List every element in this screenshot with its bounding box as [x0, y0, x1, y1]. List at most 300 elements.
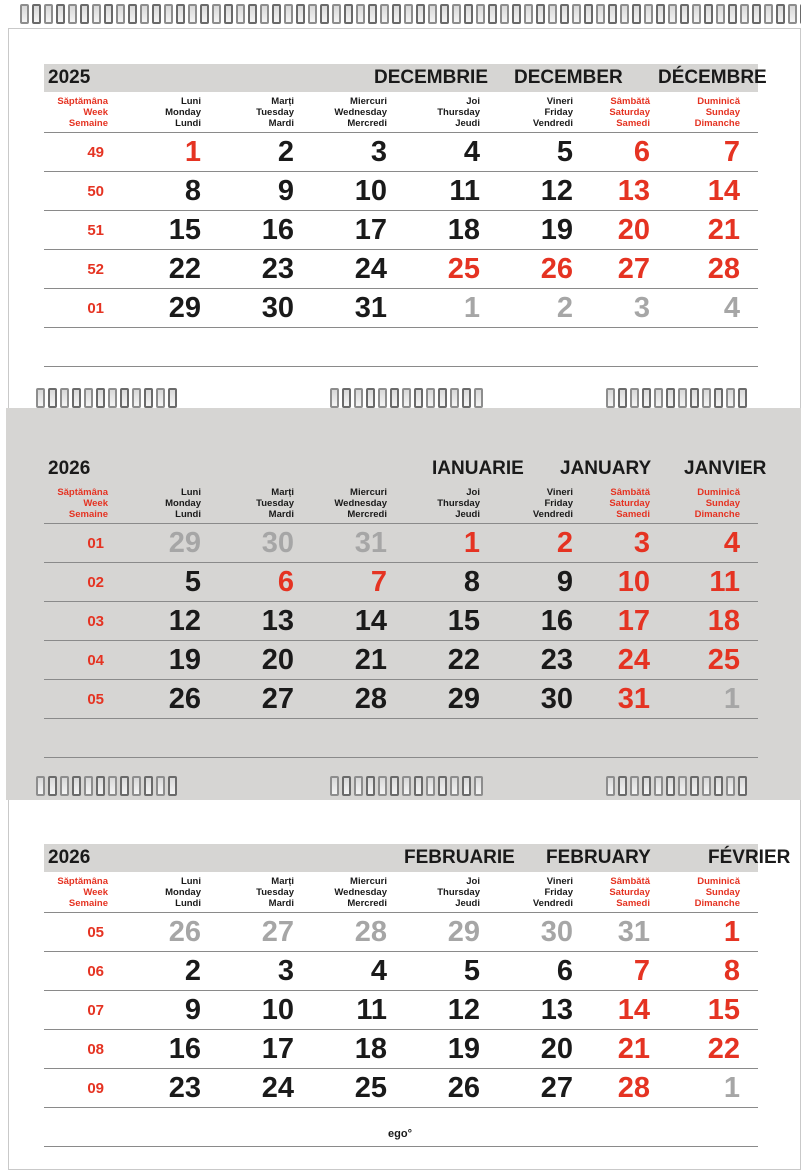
weekday-label: Samedi	[616, 508, 650, 520]
day-cell: 27	[261, 682, 294, 715]
day-cell: 9	[184, 993, 201, 1026]
day-cell: 9	[277, 174, 294, 207]
spiral-coil	[176, 4, 185, 24]
month-name-ro: DECEMBRIE	[374, 67, 489, 88]
weekday-label: Duminică	[697, 95, 740, 107]
spiral-coil	[702, 776, 711, 796]
spiral-coil	[402, 388, 411, 408]
spiral-coil	[524, 4, 533, 24]
spiral-coil	[690, 388, 699, 408]
month-name-en: DECEMBER	[514, 67, 623, 88]
day-cell: 30	[261, 291, 294, 324]
day-cell: 13	[261, 604, 294, 637]
week-row	[44, 210, 758, 249]
spiral-coil	[726, 388, 735, 408]
spiral-coil	[512, 4, 521, 24]
spiral-coil	[404, 4, 413, 24]
weekday-label: Wednesday	[334, 106, 387, 118]
weekday-label: Luni	[180, 875, 201, 887]
day-cell: 1	[463, 291, 480, 324]
spiral-coil	[414, 388, 423, 408]
weekday-header	[294, 876, 387, 909]
day-cell: 27	[261, 915, 294, 948]
day-cell: 29	[447, 682, 480, 715]
weekday-header	[108, 96, 201, 129]
spiral-coil	[212, 4, 221, 24]
weekday-label: Vineri	[546, 486, 573, 498]
day-cell: 6	[556, 954, 573, 987]
spiral-coil	[548, 4, 557, 24]
day-cell: 3	[370, 135, 387, 168]
spiral-coil	[680, 4, 689, 24]
weekday-label: Miercuri	[350, 875, 387, 887]
month-header	[44, 844, 791, 872]
day-cell: 3	[633, 526, 650, 559]
spiral-coil	[632, 4, 641, 24]
day-cell: 11	[356, 993, 387, 1026]
spiral-coil	[342, 776, 351, 796]
week-number: 04	[87, 651, 104, 669]
day-cell: 13	[617, 174, 650, 207]
day-cell: 10	[261, 993, 294, 1026]
spiral-coil	[36, 776, 45, 796]
weekday-label: Thursday	[437, 497, 480, 509]
week-row	[44, 679, 758, 718]
weekday-header	[201, 96, 294, 129]
spiral-coil	[164, 4, 173, 24]
spiral-coil	[440, 4, 449, 24]
day-cell: 1	[723, 915, 740, 948]
weekday-label: Marți	[271, 875, 294, 887]
day-cell: 22	[707, 1032, 740, 1065]
spiral-coil	[716, 4, 725, 24]
day-cell: 28	[617, 1071, 650, 1104]
month-name-en: FEBRUARY	[546, 847, 651, 868]
weekday-label: Saturday	[609, 497, 650, 509]
spiral-coil	[366, 776, 375, 796]
weekday-header	[650, 96, 740, 129]
spiral-coil	[224, 4, 233, 24]
spiral-coil	[618, 776, 627, 796]
weekday-label: Jeudi	[455, 897, 480, 909]
spiral-coil	[452, 4, 461, 24]
day-cell: 4	[723, 526, 740, 559]
spiral-coil	[56, 4, 65, 24]
weekday-label: Mardi	[268, 508, 294, 520]
spiral-coil	[596, 4, 605, 24]
day-cell: 1	[184, 135, 201, 168]
spiral-binding-right	[606, 388, 747, 410]
day-cell: 20	[261, 643, 294, 676]
spiral-coil	[618, 388, 627, 408]
notes-line	[44, 1146, 758, 1147]
spiral-coil	[378, 388, 387, 408]
spiral-coil	[438, 388, 447, 408]
spiral-coil	[654, 776, 663, 796]
spiral-coil	[48, 388, 57, 408]
day-cell: 27	[617, 252, 650, 285]
spiral-coil	[692, 4, 701, 24]
spiral-coil	[132, 776, 141, 796]
day-cell: 30	[540, 682, 573, 715]
weekday-header	[480, 96, 573, 129]
weekday-label: Monday	[165, 106, 201, 118]
weekday-label: Vineri	[546, 95, 573, 107]
day-cell: 4	[723, 291, 740, 324]
spiral-binding-middle	[330, 776, 483, 798]
spiral-coil	[128, 4, 137, 24]
day-cell: 18	[447, 213, 480, 246]
weekday-label: Friday	[544, 886, 573, 898]
spiral-coil	[108, 388, 117, 408]
spiral-coil	[116, 4, 125, 24]
day-cell: 14	[617, 993, 650, 1026]
day-cell: 22	[168, 252, 201, 285]
weekday-label: Sunday	[705, 106, 740, 118]
day-cell: 23	[540, 643, 573, 676]
day-cell: 26	[168, 682, 201, 715]
day-cell: 10	[617, 565, 650, 598]
day-cell: 11	[709, 565, 740, 598]
weekday-header	[201, 487, 294, 520]
weekday-label: Luni	[180, 95, 201, 107]
day-cell: 20	[617, 213, 650, 246]
spiral-coil	[476, 4, 485, 24]
day-cell: 18	[707, 604, 740, 637]
spiral-coil	[726, 776, 735, 796]
weekday-label: Saturday	[609, 886, 650, 898]
spiral-coil	[390, 776, 399, 796]
weekday-label: Joi	[466, 875, 480, 887]
weekday-header	[573, 96, 650, 129]
week-number: 49	[87, 143, 104, 161]
spiral-coil	[392, 4, 401, 24]
week-row	[44, 562, 758, 601]
week-label: Săptămâna	[57, 486, 108, 498]
spiral-coil	[342, 388, 351, 408]
spiral-coil	[260, 4, 269, 24]
day-cell: 7	[370, 565, 387, 598]
weekday-label: Wednesday	[334, 886, 387, 898]
week-number: 09	[87, 1079, 104, 1097]
spiral-coil	[96, 388, 105, 408]
week-label: Week	[83, 497, 108, 509]
spiral-coil	[426, 388, 435, 408]
spiral-coil	[36, 388, 45, 408]
weekday-header	[650, 487, 740, 520]
day-cell: 28	[354, 915, 387, 948]
notes-line	[44, 718, 758, 757]
weekday-label: Mardi	[268, 897, 294, 909]
weekday-header	[480, 487, 573, 520]
spiral-coil	[72, 388, 81, 408]
spiral-coil	[608, 4, 617, 24]
spiral-coil	[666, 776, 675, 796]
week-number: 07	[87, 1001, 104, 1019]
week-label: Săptămâna	[57, 95, 108, 107]
weekday-label: Dimanche	[694, 117, 740, 129]
spiral-coil	[284, 4, 293, 24]
day-cell: 7	[633, 954, 650, 987]
week-label: Semaine	[68, 117, 108, 129]
weekday-label: Mercredi	[347, 897, 387, 909]
day-cell: 10	[354, 174, 387, 207]
month-header	[44, 455, 767, 483]
weekday-header	[387, 876, 480, 909]
spiral-coil	[704, 4, 713, 24]
spiral-binding-left	[36, 776, 177, 798]
day-cell: 26	[168, 915, 201, 948]
spiral-coil	[402, 776, 411, 796]
spiral-coil	[200, 4, 209, 24]
day-cell: 30	[261, 526, 294, 559]
weekday-label: Duminică	[697, 875, 740, 887]
spiral-coil	[132, 388, 141, 408]
week-column-header	[44, 96, 108, 129]
spiral-coil	[654, 388, 663, 408]
spiral-coil	[714, 388, 723, 408]
day-cell: 24	[617, 643, 650, 676]
spiral-coil	[584, 4, 593, 24]
weekday-label: Saturday	[609, 106, 650, 118]
spiral-coil	[120, 388, 129, 408]
month-name-ro: FEBRUARIE	[404, 847, 515, 868]
spiral-coil	[474, 776, 483, 796]
day-cell: 25	[354, 1071, 387, 1104]
spiral-coil	[776, 4, 785, 24]
spiral-coil	[500, 4, 509, 24]
weekday-label: Joi	[466, 486, 480, 498]
spiral-coil	[380, 4, 389, 24]
spiral-coil	[168, 776, 177, 796]
spiral-coil	[788, 4, 797, 24]
week-number: 05	[87, 690, 104, 708]
day-cell: 19	[540, 213, 573, 246]
spiral-coil	[120, 776, 129, 796]
spiral-coil	[60, 388, 69, 408]
weekday-header-row	[44, 483, 758, 523]
month-name-en: JANUARY	[560, 458, 652, 479]
spiral-coil	[678, 388, 687, 408]
spiral-coil	[438, 776, 447, 796]
week-row	[44, 640, 758, 679]
spiral-coil	[414, 776, 423, 796]
day-cell: 15	[447, 604, 480, 637]
weekday-label: Luni	[180, 486, 201, 498]
week-row	[44, 171, 758, 210]
spiral-coil	[464, 4, 473, 24]
spiral-coil	[354, 388, 363, 408]
day-cell: 1	[723, 1071, 740, 1104]
weekday-label: Dimanche	[694, 897, 740, 909]
weekday-label: Miercuri	[350, 486, 387, 498]
spiral-coil	[156, 776, 165, 796]
weekday-header	[573, 876, 650, 909]
spiral-coil	[332, 4, 341, 24]
spiral-coil	[690, 776, 699, 796]
day-cell: 16	[168, 1032, 201, 1065]
spiral-coil	[104, 4, 113, 24]
spiral-coil	[366, 388, 375, 408]
notes-line	[44, 1107, 758, 1146]
month-name-fr: JANVIER	[684, 458, 767, 479]
spiral-binding-right	[606, 776, 747, 798]
day-cell: 8	[184, 174, 201, 207]
spiral-coil	[188, 4, 197, 24]
weekday-label: Monday	[165, 886, 201, 898]
day-cell: 26	[447, 1071, 480, 1104]
week-row	[44, 601, 758, 640]
weekday-label: Lundi	[175, 508, 201, 520]
weekday-header	[294, 96, 387, 129]
weekday-label: Jeudi	[455, 508, 480, 520]
spiral-coil	[450, 776, 459, 796]
month-december-2025	[44, 64, 767, 367]
week-row	[44, 912, 758, 951]
weekday-label: Monday	[165, 497, 201, 509]
spiral-coil	[462, 776, 471, 796]
day-cell: 8	[723, 954, 740, 987]
day-cell: 16	[540, 604, 573, 637]
weekday-label: Sunday	[705, 886, 740, 898]
weekday-label: Wednesday	[334, 497, 387, 509]
weekday-label: Samedi	[616, 897, 650, 909]
spiral-coil	[714, 776, 723, 796]
weekday-header	[480, 876, 573, 909]
day-cell: 25	[447, 252, 480, 285]
week-label: Semaine	[68, 897, 108, 909]
day-cell: 2	[277, 135, 294, 168]
day-cell: 29	[168, 291, 201, 324]
notes-line	[44, 366, 758, 367]
month-january-2026	[44, 455, 767, 758]
week-row	[44, 990, 758, 1029]
week-number: 01	[87, 299, 104, 317]
week-number: 50	[87, 182, 104, 200]
day-cell: 5	[184, 565, 201, 598]
top-spiral-binding	[20, 4, 801, 26]
weekday-label: Thursday	[437, 886, 480, 898]
spiral-coil	[308, 4, 317, 24]
year-label: 2026	[48, 847, 91, 868]
spiral-coil	[738, 776, 747, 796]
day-cell: 23	[261, 252, 294, 285]
day-cell: 17	[261, 1032, 294, 1065]
weekday-label: Tuesday	[256, 106, 294, 118]
week-row	[44, 132, 758, 171]
spiral-coil	[630, 388, 639, 408]
weekday-header	[108, 487, 201, 520]
weekday-label: Tuesday	[256, 886, 294, 898]
day-cell: 30	[540, 915, 573, 948]
week-row	[44, 951, 758, 990]
weekday-label: Dimanche	[694, 508, 740, 520]
day-cell: 13	[540, 993, 573, 1026]
spiral-coil	[84, 388, 93, 408]
year-label: 2026	[48, 458, 91, 479]
month-name-ro: IANUARIE	[432, 458, 524, 479]
day-cell: 19	[168, 643, 201, 676]
spiral-coil	[356, 4, 365, 24]
day-cell: 9	[556, 565, 573, 598]
week-row	[44, 1029, 758, 1068]
spiral-coil	[450, 388, 459, 408]
month-name-fr: DÉCEMBRE	[658, 67, 767, 88]
day-cell: 14	[707, 174, 740, 207]
spiral-coil	[330, 776, 339, 796]
weekday-header	[387, 96, 480, 129]
weekday-header	[294, 487, 387, 520]
spiral-coil	[474, 388, 483, 408]
weekday-label: Samedi	[616, 117, 650, 129]
weekday-label: Lundi	[175, 117, 201, 129]
day-cell: 11	[449, 174, 480, 207]
spiral-coil	[20, 4, 29, 24]
day-cell: 24	[354, 252, 387, 285]
spiral-coil	[48, 776, 57, 796]
week-number: 51	[87, 221, 104, 239]
day-cell: 24	[261, 1071, 294, 1104]
day-cell: 21	[707, 213, 740, 246]
weekday-label: Mercredi	[347, 508, 387, 520]
spiral-coil	[44, 4, 53, 24]
spiral-coil	[60, 776, 69, 796]
spiral-coil	[248, 4, 257, 24]
day-cell: 17	[354, 213, 387, 246]
day-cell: 31	[617, 915, 650, 948]
spiral-coil	[488, 4, 497, 24]
day-cell: 2	[184, 954, 201, 987]
weekday-header-row	[44, 92, 758, 132]
day-cell: 27	[540, 1071, 573, 1104]
day-cell: 28	[707, 252, 740, 285]
spiral-coil	[728, 4, 737, 24]
spiral-coil	[378, 776, 387, 796]
day-cell: 3	[277, 954, 294, 987]
weekday-label: Friday	[544, 497, 573, 509]
day-cell: 12	[168, 604, 201, 637]
day-cell: 14	[354, 604, 387, 637]
spiral-coil	[606, 388, 615, 408]
weekday-label: Tuesday	[256, 497, 294, 509]
week-number: 06	[87, 962, 104, 980]
day-cell: 16	[261, 213, 294, 246]
week-row	[44, 249, 758, 288]
day-cell: 12	[447, 993, 480, 1026]
week-number: 52	[87, 260, 104, 278]
weekday-label: Vendredi	[532, 117, 573, 129]
spiral-coil	[344, 4, 353, 24]
day-cell: 1	[463, 526, 480, 559]
day-cell: 21	[354, 643, 387, 676]
spiral-coil	[92, 4, 101, 24]
spiral-coil	[32, 4, 41, 24]
spiral-coil	[72, 776, 81, 796]
weekday-label: Sâmbătă	[610, 95, 650, 107]
spiral-coil	[666, 388, 675, 408]
spiral-coil	[68, 4, 77, 24]
year-label: 2025	[48, 67, 91, 88]
weekday-header	[573, 487, 650, 520]
weekday-label: Friday	[544, 106, 573, 118]
weekday-label: Duminică	[697, 486, 740, 498]
day-cell: 8	[463, 565, 480, 598]
week-label: Săptămâna	[57, 875, 108, 887]
spiral-coil	[702, 388, 711, 408]
weekday-label: Marți	[271, 95, 294, 107]
spiral-coil	[236, 4, 245, 24]
spiral-coil	[764, 4, 773, 24]
